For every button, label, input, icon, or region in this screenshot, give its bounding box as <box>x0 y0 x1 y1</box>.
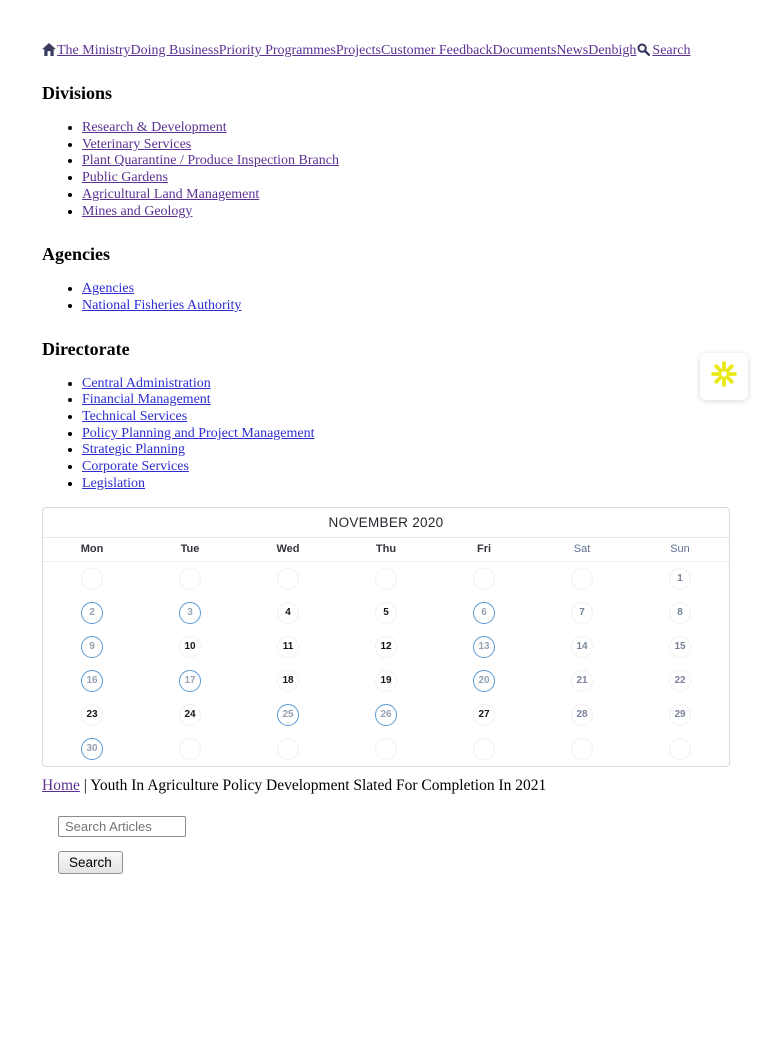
calendar-month-title: NOVEMBER 2020 <box>43 508 729 538</box>
list-item <box>82 392 730 409</box>
day-number: 16 <box>81 670 103 692</box>
calendar-day-cell[interactable] <box>337 596 435 630</box>
weekday-label: Sat <box>573 543 591 556</box>
day-number <box>375 568 397 590</box>
calendar-day-cell[interactable] <box>141 664 239 698</box>
day-number <box>81 568 103 590</box>
day-number <box>277 738 299 760</box>
breadcrumb-home-link[interactable]: Home <box>42 776 80 794</box>
weekday-label: Tue <box>180 543 200 556</box>
list-item <box>82 426 730 443</box>
day-number: 8 <box>669 602 691 624</box>
list-item <box>82 204 730 221</box>
day-number: 23 <box>81 704 103 726</box>
day-number <box>571 568 593 590</box>
division-link-mines-geology[interactable]: Mines and Geology <box>82 203 193 219</box>
division-link-plant-quarantine[interactable]: Plant Quarantine / Produce Inspection Branch <box>82 153 339 169</box>
day-number <box>179 568 201 590</box>
division-link-public-gardens[interactable]: Public Gardens <box>82 170 168 186</box>
calendar-day-cell[interactable] <box>533 596 631 630</box>
day-number <box>277 568 299 590</box>
divisions-list <box>42 120 730 220</box>
calendar-weekday-header <box>43 538 729 562</box>
day-number: 3 <box>179 602 201 624</box>
calendar-day-cell[interactable] <box>631 698 729 732</box>
calendar-day-cell[interactable] <box>533 698 631 732</box>
calendar-day-cell[interactable] <box>43 630 141 664</box>
calendar-day-cell <box>239 732 337 766</box>
day-number: 18 <box>277 670 299 692</box>
calendar-day-cell[interactable] <box>533 630 631 664</box>
top-nav <box>42 42 730 59</box>
calendar-week-row <box>43 596 729 630</box>
calendar-day-cell[interactable] <box>533 664 631 698</box>
calendar-day-cell[interactable] <box>435 630 533 664</box>
weekday-label: Mon <box>80 543 104 556</box>
calendar-day-cell[interactable] <box>631 664 729 698</box>
nav-link-projects[interactable]: Projects <box>335 43 381 58</box>
division-link-research-development[interactable]: Research & Development <box>82 120 227 135</box>
calendar-day-cell[interactable] <box>631 562 729 596</box>
events-calendar <box>42 507 730 767</box>
calendar-week-row <box>43 698 729 732</box>
day-number: 21 <box>571 670 593 692</box>
calendar-day-cell[interactable] <box>141 630 239 664</box>
day-number: 4 <box>277 602 299 624</box>
day-number: 19 <box>375 670 397 692</box>
list-item <box>82 409 730 426</box>
nav-link-the-ministry[interactable]: The Ministry <box>57 43 131 58</box>
calendar-day-cell <box>435 562 533 596</box>
list-item <box>82 298 730 315</box>
list-item <box>82 376 730 393</box>
nav-link-priority-programmes[interactable]: Priority Programmes <box>218 43 336 58</box>
calendar-day-cell <box>631 732 729 766</box>
calendar-day-cell[interactable] <box>631 596 729 630</box>
day-number: 29 <box>669 704 691 726</box>
list-item <box>82 459 730 476</box>
calendar-day-cell[interactable] <box>435 698 533 732</box>
list-item <box>82 137 730 154</box>
breadcrumb <box>42 776 730 795</box>
breadcrumb-separator: | <box>83 776 87 794</box>
list-item <box>82 476 730 493</box>
calendar-day-cell[interactable] <box>43 664 141 698</box>
directorate-heading: Directorate <box>42 338 130 359</box>
day-number <box>571 738 593 760</box>
calendar-day-cell[interactable] <box>239 664 337 698</box>
day-number: 12 <box>375 636 397 658</box>
directorate-link-policy-planning[interactable]: Policy Planning and Project Management <box>82 425 315 441</box>
day-number: 17 <box>179 670 201 692</box>
weekday-label: Thu <box>375 543 397 556</box>
nav-link-search[interactable]: Search <box>652 43 691 58</box>
calendar-day-cell <box>337 562 435 596</box>
calendar-day-cell <box>337 732 435 766</box>
directorate-link-central-administration[interactable]: Central Administration <box>82 375 211 391</box>
directorate-link-financial-management[interactable]: Financial Management <box>82 392 211 408</box>
agencies-list <box>42 281 730 314</box>
calendar-day-cell <box>141 562 239 596</box>
directorate-link-corporate-services[interactable]: Corporate Services <box>82 459 189 475</box>
day-number: 7 <box>571 602 593 624</box>
calendar-day-cell[interactable] <box>337 664 435 698</box>
weekday-label: Fri <box>476 543 492 556</box>
calendar-day-cell[interactable] <box>239 698 337 732</box>
nav-link-documents[interactable]: Documents <box>492 43 557 58</box>
calendar-day-cell[interactable] <box>43 732 141 766</box>
calendar-week-row <box>43 732 729 766</box>
day-number: 28 <box>571 704 593 726</box>
day-number: 30 <box>81 738 103 760</box>
day-number: 13 <box>473 636 495 658</box>
calendar-day-cell <box>239 562 337 596</box>
list-item <box>82 120 730 137</box>
agencies-heading: Agencies <box>42 244 110 265</box>
division-link-veterinary-services[interactable]: Veterinary Services <box>82 136 192 152</box>
list-item <box>82 170 730 187</box>
calendar-day-cell[interactable] <box>631 630 729 664</box>
magnifier-icon[interactable] <box>636 43 652 58</box>
day-number: 6 <box>473 602 495 624</box>
calendar-day-cell <box>141 732 239 766</box>
search-button[interactable]: Search <box>58 851 123 874</box>
accessibility-widget-button[interactable] <box>700 353 748 400</box>
day-number: 14 <box>571 636 593 658</box>
calendar-day-cell[interactable] <box>337 630 435 664</box>
agency-link-national-fisheries[interactable]: National Fisheries Authority <box>82 297 242 313</box>
day-number: 26 <box>375 704 397 726</box>
calendar-day-cell[interactable] <box>435 596 533 630</box>
calendar-day-cell <box>43 562 141 596</box>
agency-link-agencies[interactable]: Agencies <box>82 281 135 297</box>
nav-link-news[interactable]: News <box>556 43 589 58</box>
calendar-week-row <box>43 630 729 664</box>
day-number <box>669 738 691 760</box>
day-number <box>473 738 495 760</box>
list-item <box>82 187 730 204</box>
day-number: 27 <box>473 704 495 726</box>
calendar-day-cell[interactable] <box>337 698 435 732</box>
division-link-agricultural-land[interactable]: Agricultural Land Management <box>82 186 260 202</box>
day-number: 11 <box>277 636 299 658</box>
directorate-link-strategic-planning[interactable]: Strategic Planning <box>82 442 186 458</box>
weekday-label: Wed <box>276 543 300 556</box>
day-number: 2 <box>81 602 103 624</box>
directorate-link-technical-services[interactable]: Technical Services <box>82 409 188 425</box>
calendar-day-cell <box>533 732 631 766</box>
calendar-day-cell <box>533 562 631 596</box>
home-icon[interactable] <box>42 43 57 58</box>
day-number: 1 <box>669 568 691 590</box>
breadcrumb-page-title: Youth In Agriculture Policy Development Slated For Completion In 2021 <box>90 776 547 794</box>
day-number <box>375 738 397 760</box>
directorate-list <box>42 376 730 493</box>
eight-spoke-asterisk-icon <box>709 359 739 394</box>
weekday-label: Sun <box>670 543 690 556</box>
list-item <box>82 153 730 170</box>
day-number: 10 <box>179 636 201 658</box>
calendar-week-row <box>43 664 729 698</box>
nav-link-doing-business[interactable]: Doing Business <box>130 43 219 58</box>
calendar-week-row <box>43 562 729 596</box>
day-number: 22 <box>669 670 691 692</box>
nav-link-customer-feedback[interactable]: Customer Feedback <box>380 43 493 58</box>
day-number <box>179 738 201 760</box>
list-item <box>82 281 730 298</box>
day-number: 5 <box>375 602 397 624</box>
calendar-day-cell[interactable] <box>141 698 239 732</box>
calendar-day-cell[interactable] <box>141 596 239 630</box>
calendar-day-cell[interactable] <box>43 698 141 732</box>
day-number <box>473 568 495 590</box>
day-number: 20 <box>473 670 495 692</box>
day-number: 9 <box>81 636 103 658</box>
divisions-heading: Divisions <box>42 83 113 103</box>
calendar-day-cell[interactable] <box>239 630 337 664</box>
calendar-day-cell <box>435 732 533 766</box>
day-number: 15 <box>669 636 691 658</box>
calendar-day-cell[interactable] <box>43 596 141 630</box>
search-articles-input[interactable] <box>58 816 186 837</box>
day-number: 24 <box>179 704 201 726</box>
day-number: 25 <box>277 704 299 726</box>
nav-link-denbigh[interactable]: Denbigh <box>588 43 637 58</box>
calendar-day-cell[interactable] <box>435 664 533 698</box>
directorate-link-legislation[interactable]: Legislation <box>82 475 145 491</box>
calendar-day-cell[interactable] <box>239 596 337 630</box>
list-item <box>82 442 730 459</box>
